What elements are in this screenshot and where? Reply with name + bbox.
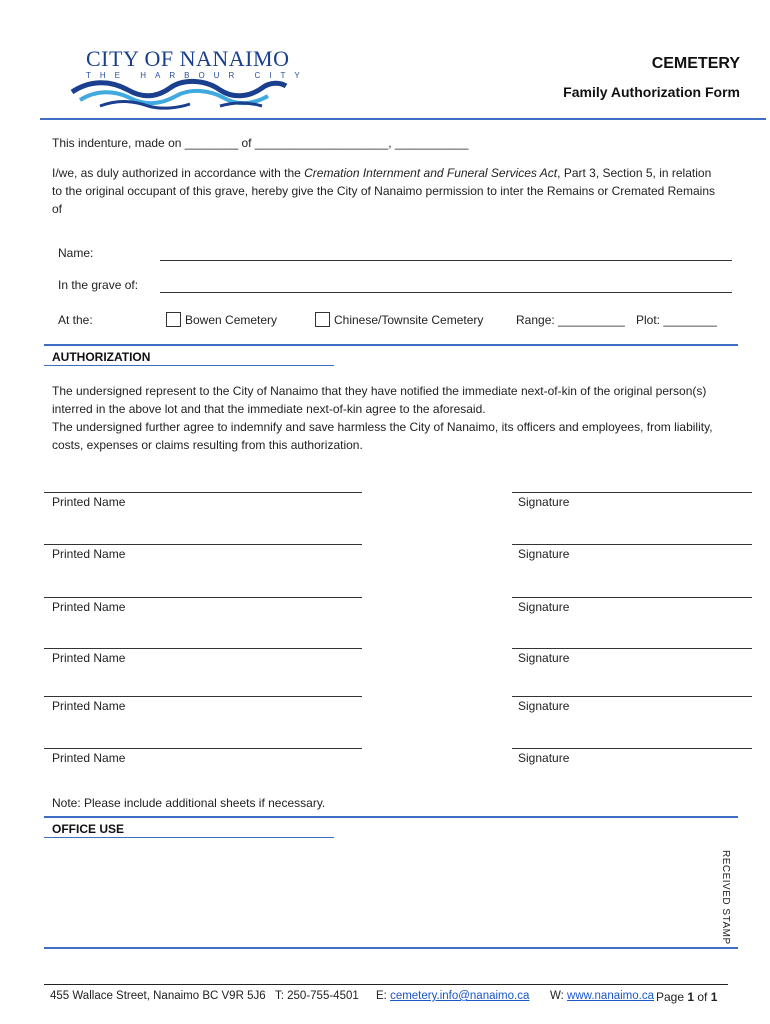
signature-label: Signature xyxy=(518,751,570,765)
printed-name-label: Printed Name xyxy=(52,751,126,765)
office-bottom-rule xyxy=(44,947,738,949)
chinese-checkbox[interactable] xyxy=(315,312,330,327)
signature-label: Signature xyxy=(518,547,570,561)
name-label: Name: xyxy=(58,246,94,260)
grave-field[interactable] xyxy=(160,292,732,293)
printed-name-label: Printed Name xyxy=(52,600,126,614)
printed-name-line[interactable] xyxy=(44,648,362,649)
signature-label: Signature xyxy=(518,699,570,713)
header-rule xyxy=(40,118,766,120)
form-title: Family Authorization Form xyxy=(563,84,740,100)
signature-label: Signature xyxy=(518,495,570,509)
authorization-underline xyxy=(44,365,334,366)
printed-name-line[interactable] xyxy=(44,492,362,493)
footer-web xyxy=(550,990,654,1002)
signature-line[interactable] xyxy=(512,696,752,697)
range-field[interactable]: Range: __________ xyxy=(516,313,625,327)
page-indicator xyxy=(656,990,717,1004)
grave-label: In the grave of: xyxy=(58,278,139,292)
email-prefix: E: xyxy=(376,990,391,1002)
signature-line[interactable] xyxy=(512,597,752,598)
printed-name-line[interactable] xyxy=(44,748,362,749)
office-underline xyxy=(44,837,334,838)
logo-name: CITY OF NANAIMO xyxy=(86,46,290,71)
plot-field[interactable]: Plot: ________ xyxy=(636,313,717,327)
printed-name-label: Printed Name xyxy=(52,699,126,713)
office-use-heading: OFFICE USE xyxy=(52,822,125,836)
authorization-heading: AUTHORIZATION xyxy=(52,350,151,364)
footer-address: 455 Wallace Street, Nanaimo BC V9R 5J6 xyxy=(50,990,266,1002)
name-field[interactable] xyxy=(160,260,732,261)
signature-line[interactable] xyxy=(512,648,752,649)
signature-label: Signature xyxy=(518,600,570,614)
received-stamp-label: RECEIVED STAMP xyxy=(720,850,731,945)
authorization-statement xyxy=(52,164,722,218)
printed-name-label: Printed Name xyxy=(52,651,126,665)
authorization-para-2: The undersigned further agree to indemnify and save harmless the City of Nanaimo, its officers and employees, from liability, costs, expenses or claims resulting from this authorization. xyxy=(52,420,713,452)
indenture-line: This indenture, made on ________ of ____________________, ___________ xyxy=(52,136,469,150)
logo-waves-icon xyxy=(70,76,290,112)
chinese-label: Chinese/Townsite Cemetery xyxy=(334,313,484,327)
signature-label: Signature xyxy=(518,651,570,665)
statement-post: , Part 3, Section 5, in relation to the original occupant of this grave, hereby give the City of Nanaimo permission to inter the Remains or Cremated Remains of xyxy=(52,166,715,216)
bowen-checkbox[interactable] xyxy=(166,312,181,327)
office-rule xyxy=(44,816,738,818)
page-word: Page xyxy=(656,990,688,1004)
footer-phone: T: 250-755-4501 xyxy=(275,990,359,1002)
statement-pre: I/we, as duly authorized in accordance with the xyxy=(52,166,305,180)
bowen-label: Bowen Cemetery xyxy=(185,313,278,327)
printed-name-line[interactable] xyxy=(44,597,362,598)
email-link[interactable]: cemetery.info@nanaimo.ca xyxy=(390,990,530,1002)
printed-name-line[interactable] xyxy=(44,696,362,697)
authorization-para-1: The undersigned represent to the City of Nanaimo that they have notified the immediate next-of-kin of the original person(s) interred in the above lot and that the immediate next-of-kin agree to the aforesaid. xyxy=(52,384,707,416)
page-total: 1 xyxy=(710,990,718,1004)
printed-name-label: Printed Name xyxy=(52,547,126,561)
signature-line[interactable] xyxy=(512,748,752,749)
at-label: At the: xyxy=(58,313,93,327)
page-of: of xyxy=(694,990,711,1004)
form-category: CEMETERY xyxy=(651,55,740,72)
printed-name-label: Printed Name xyxy=(52,495,126,509)
printed-name-line[interactable] xyxy=(44,544,362,545)
footer-email xyxy=(376,990,529,1002)
footer-rule xyxy=(44,984,728,985)
logo-tagline: THE HARBOUR CITY xyxy=(86,71,309,80)
web-prefix: W: xyxy=(550,990,568,1002)
web-link[interactable]: www.nanaimo.ca xyxy=(567,990,654,1002)
additional-sheets-note: Note: Please include additional sheets if necessary. xyxy=(52,796,326,810)
act-name: Cremation Internment and Funeral Services Act xyxy=(304,166,558,180)
signature-line[interactable] xyxy=(512,544,752,545)
signature-line[interactable] xyxy=(512,492,752,493)
page-number: 1 xyxy=(687,990,695,1004)
authorization-rule xyxy=(44,344,738,346)
